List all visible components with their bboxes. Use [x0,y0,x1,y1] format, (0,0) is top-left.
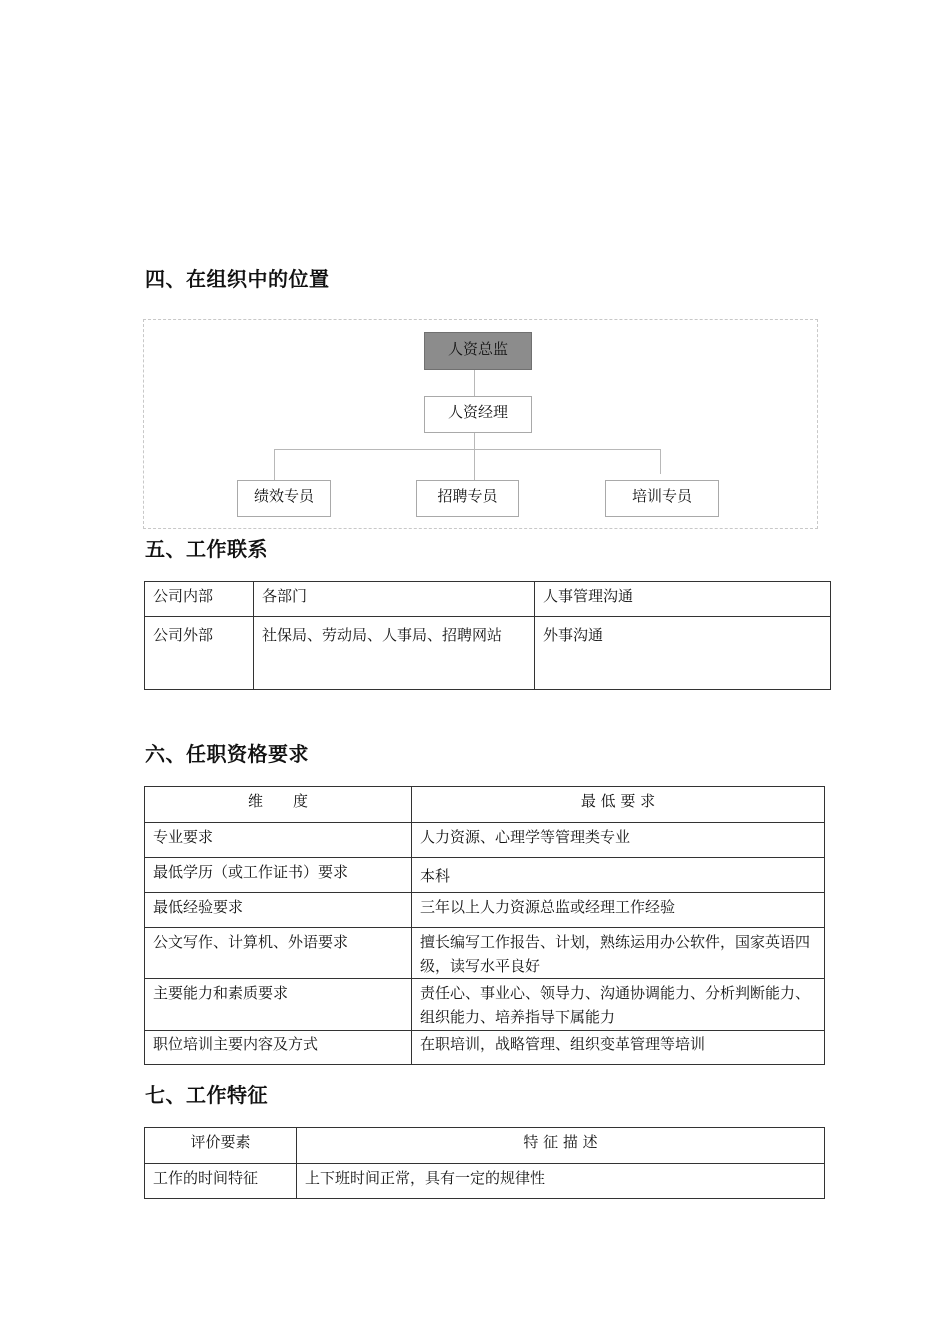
org-connector [274,449,275,480]
table-cell: 最低经验要求 [145,893,412,928]
table-cell: 工作的时间特征 [145,1164,297,1199]
table-cell: 各部门 [254,582,535,617]
org-connector [274,449,661,450]
org-node-child: 培训专员 [605,480,719,517]
table-cell: 最低学历（或工作证书）要求 [145,858,412,893]
section-heading-qualifications: 六、任职资格要求 [145,742,309,766]
table-cell: 上下班时间正常，具有一定的规律性 [297,1164,825,1199]
table-cell: 主要能力和素质要求 [145,979,412,1031]
table-cell: 公司外部 [145,617,254,690]
contacts-table [144,581,831,690]
table-header-row [145,787,825,823]
column-header: 评价要素 [145,1128,297,1164]
table-cell: 责任心、事业心、领导力、沟通协调能力、分析判断能力、组织能力、培养指导下属能力 [412,979,825,1031]
features-table [144,1127,825,1199]
org-connector [474,433,475,450]
org-connector [474,370,475,396]
table-row [145,893,825,928]
table-cell: 公文写作、计算机、外语要求 [145,928,412,979]
table-header-row [145,1128,825,1164]
table-cell: 职位培训主要内容及方式 [145,1031,412,1065]
table-cell: 外事沟通 [535,617,831,690]
table-row [145,979,825,1031]
org-node-child: 绩效专员 [237,480,331,517]
table-cell: 社保局、劳动局、人事局、招聘网站 [254,617,535,690]
table-cell: 专业要求 [145,823,412,858]
org-node-director: 人资总监 [424,332,532,370]
table-row [145,823,825,858]
table-row [145,617,831,690]
org-node-child: 招聘专员 [416,480,519,517]
table-cell: 三年以上人力资源总监或经理工作经验 [412,893,825,928]
table-row [145,1031,825,1065]
column-header: 特 征 描 述 [297,1128,825,1164]
table-cell: 擅长编写工作报告、计划，熟练运用办公软件，国家英语四级，读写水平良好 [412,928,825,979]
table-cell: 本科 [412,858,825,893]
table-cell: 在职培训，战略管理、组织变革管理等培训 [412,1031,825,1065]
table-row [145,858,825,893]
org-connector [660,449,661,474]
org-chart [143,319,818,529]
table-cell: 人力资源、心理学等管理类专业 [412,823,825,858]
org-node-manager: 人资经理 [424,396,532,433]
table-row [145,928,825,979]
table-row [145,1164,825,1199]
section-heading-position: 四、在组织中的位置 [145,267,330,291]
table-cell: 公司内部 [145,582,254,617]
column-header: 维 度 [145,787,412,823]
qualifications-table [144,786,825,1065]
column-header: 最 低 要 求 [412,787,825,823]
table-cell: 人事管理沟通 [535,582,831,617]
table-row [145,582,831,617]
org-connector [474,449,475,480]
section-heading-features: 七、工作特征 [145,1083,268,1107]
section-heading-contacts: 五、工作联系 [145,537,268,561]
